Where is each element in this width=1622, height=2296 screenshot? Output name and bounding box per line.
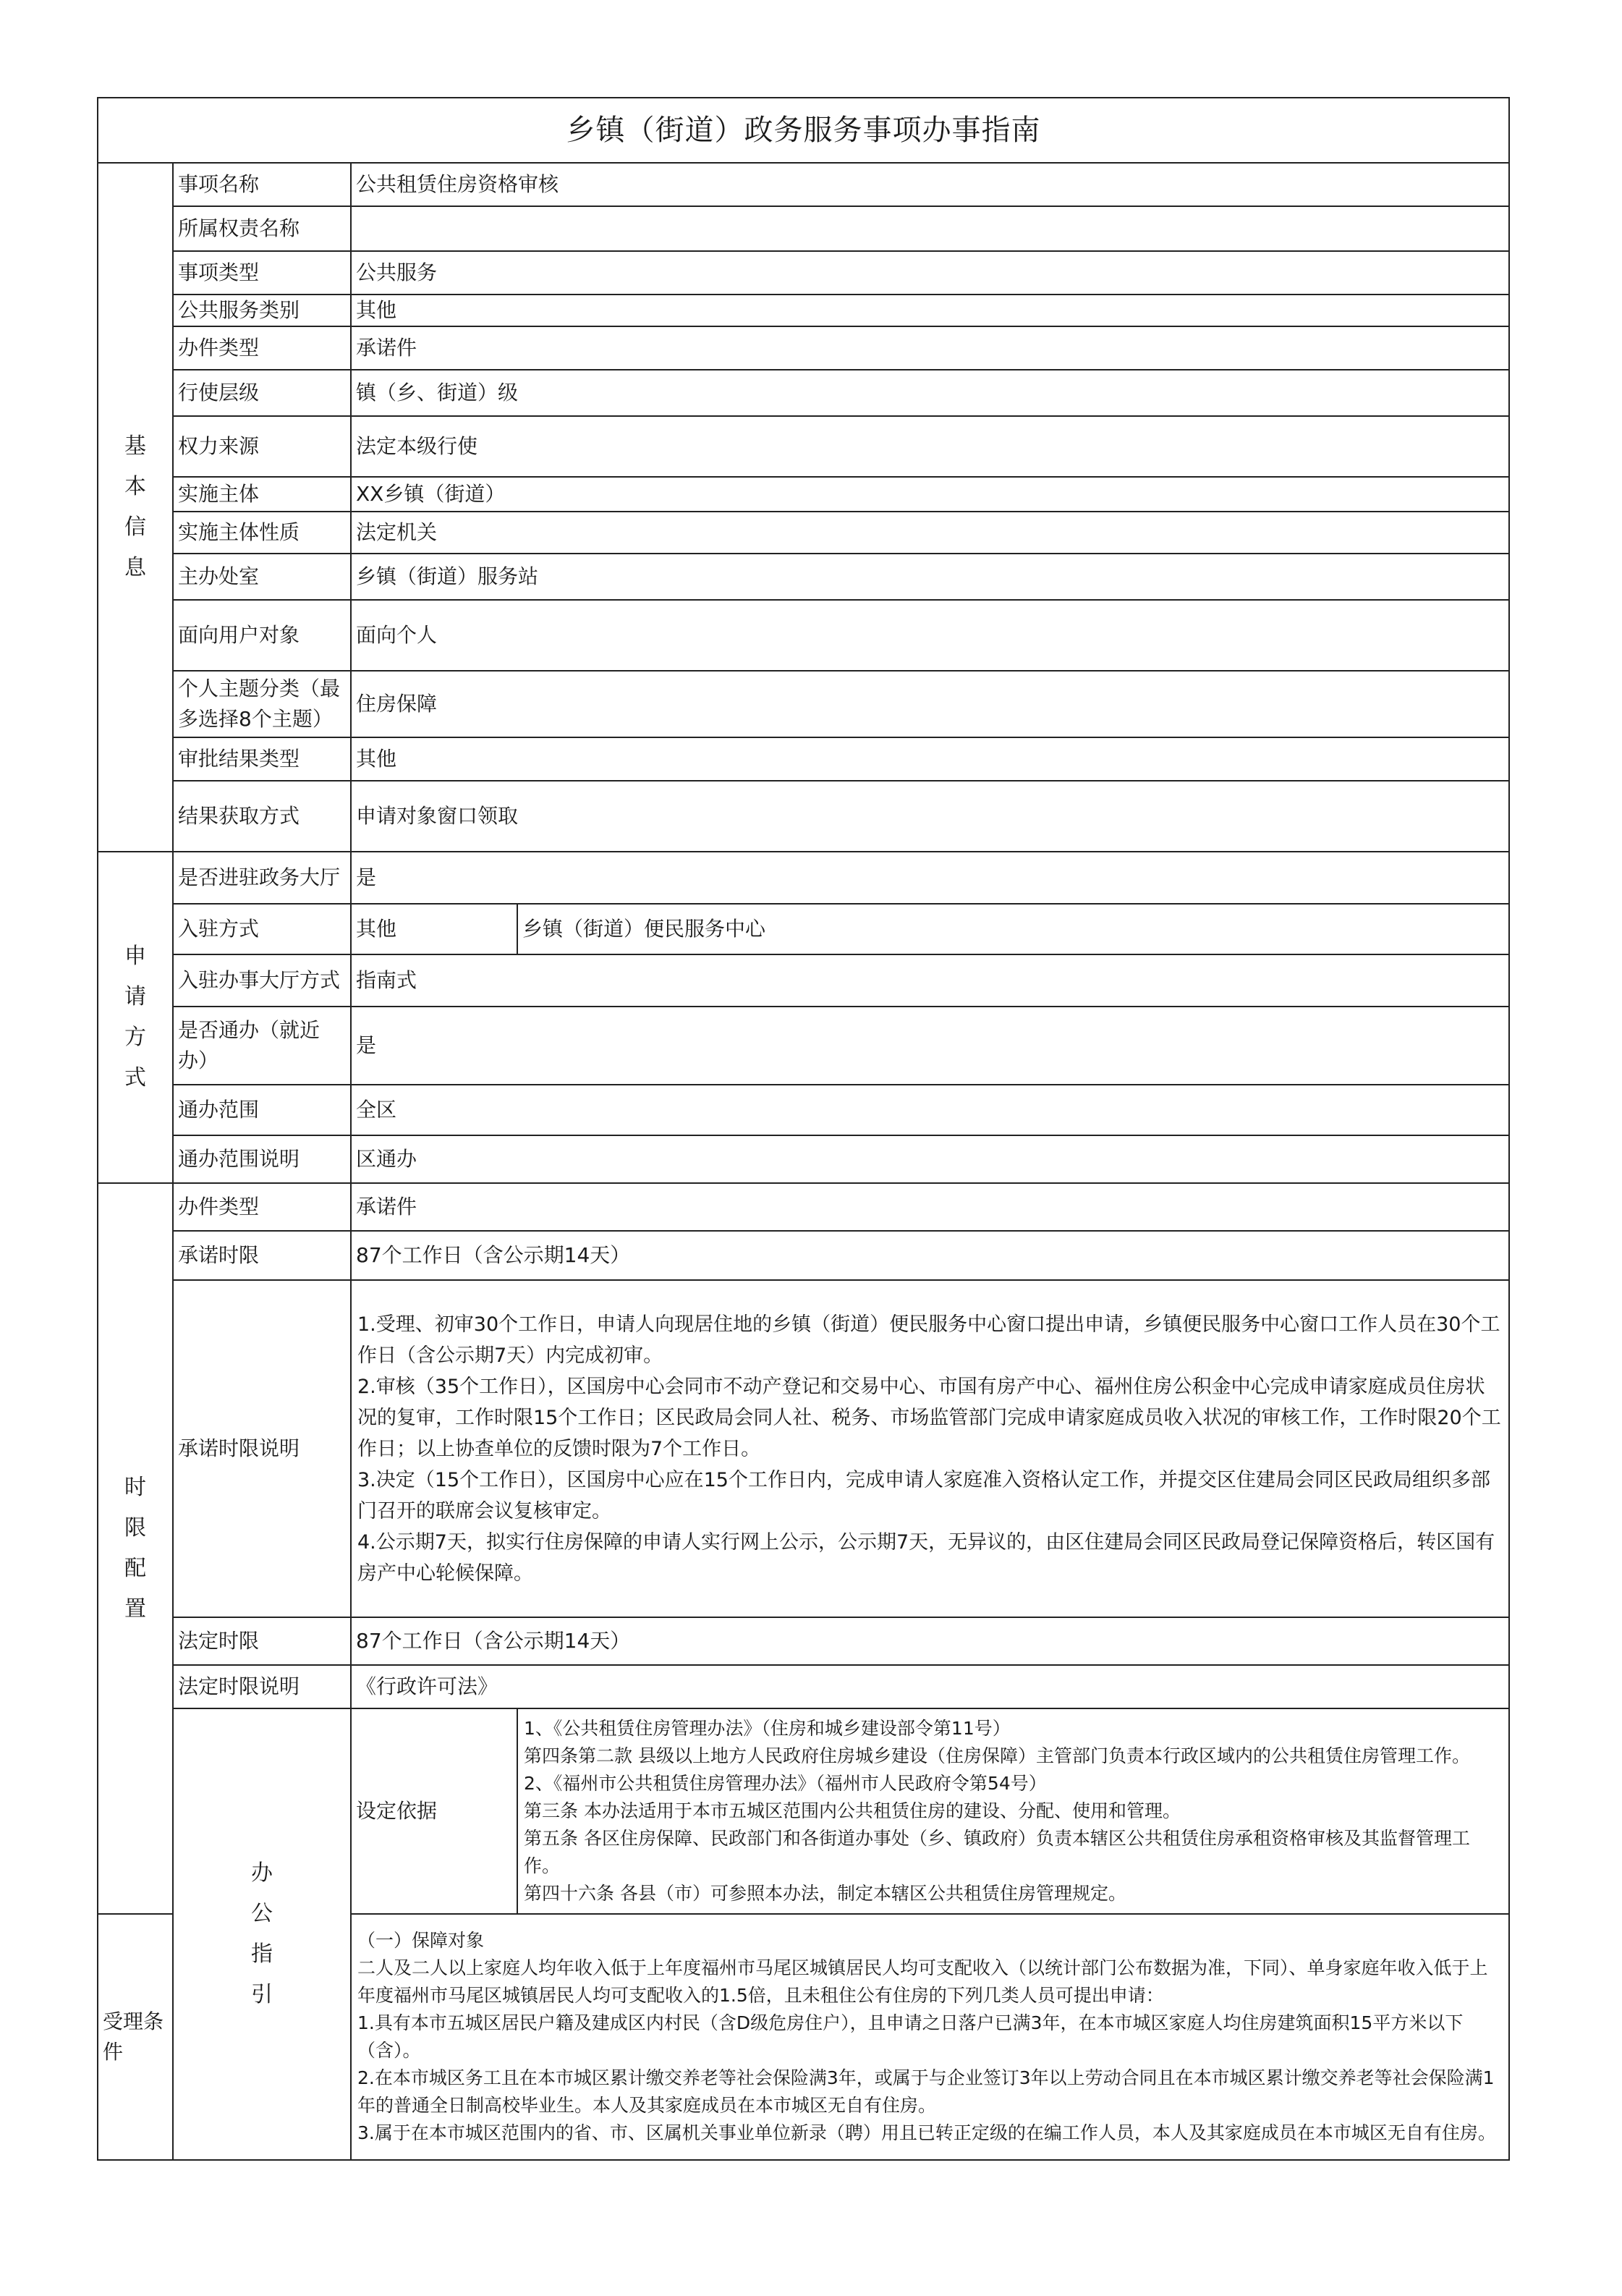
condition-line: 二人及二人以上家庭人均年收入低于上年度福州市马尾区城镇居民人均可支配收入（以统计部门公布数据为准，下同）、单身家庭年收入低于上年度福州市马尾区城镇居民人均可支配收入的1.5倍，且未租住公有住房的下列几类人员可提出申请： (357, 1957, 1488, 2006)
promise-desc-line: 2.审核（35个工作日），区国房中心会同市不动产登记和交易中心、市国有房产中心、福州住房公积金中心完成申请家庭成员住房状况的复审，工作时限15个工作日；区民政局会同人社、税务、市场监管部门完成申请家庭成员收入状况的审核工作，工作时限20个工作日；以上协查单位的反馈时限为7个工作日。 (357, 1375, 1501, 1460)
guide-table (97, 97, 1510, 2161)
label-item-type: 事项类型 (173, 251, 351, 295)
basis-line: 2、《福州市公共租赁住房管理办法》（福州市人民政府令第54号） (524, 1773, 1047, 1794)
promise-desc-line: 3.决定（15个工作日），区国房中心应在15个工作日内，完成申请人家庭准入资格认定工作，并提交区住建局会同区民政局组织多部门召开的联席会议复核审定。 (357, 1468, 1490, 1522)
label-promise-desc: 承诺时限说明 (173, 1280, 351, 1617)
value-promise-limit: 87个工作日（含公示期14天） (351, 1231, 1509, 1280)
value-power-source: 法定本级行使 (351, 416, 1509, 477)
value-legal-limit: 87个工作日（含公示期14天） (351, 1617, 1509, 1665)
label-item-name: 事项名称 (173, 163, 351, 206)
value-hall-mode: 指南式 (351, 954, 1509, 1007)
label-case-type: 办件类型 (173, 326, 351, 370)
section-basic-info: 基本信息 (98, 163, 173, 852)
basis-line: 第三条 本办法适用于本市五城区范围内公共租赁住房的建设、分配、使用和管理。 (524, 1800, 1181, 1821)
value-host-office: 乡镇（街道）服务站 (351, 554, 1509, 600)
promise-desc-line: 4.公示期7天，拟实行住房保障的申请人实行网上公示，公示期7天，无异议的，由区住建局会同区民政局登记保障资格后，转区国有房产中心轮候保障。 (357, 1530, 1495, 1585)
section-apply-method: 申请方式 (98, 852, 173, 1183)
value-target-users: 面向个人 (351, 600, 1509, 671)
label-hall-mode: 入驻办事大厅方式 (173, 954, 351, 1007)
label-target-users: 面向用户对象 (173, 600, 351, 671)
section-office-guide: 办公指引 (173, 1708, 351, 2160)
value-exercise-level: 镇（乡、街道）级 (351, 370, 1509, 416)
basis-line: 第五条 各区住房保障、民政部门和各街道办事处（乡、镇政府）负责本辖区公共租赁住房承租资格审核及其监督管理工作。 (524, 1828, 1470, 1876)
label-authority-name: 所属权责名称 (173, 206, 351, 251)
value-item-name: 公共租赁住房资格审核 (351, 163, 1509, 206)
label-legal-desc: 法定时限说明 (173, 1665, 351, 1708)
value-implementing-body: XX乡镇（街道） (351, 477, 1509, 512)
label-acceptance-conditions: 受理条件 (98, 1914, 173, 2160)
label-legal-limit: 法定时限 (173, 1617, 351, 1665)
document-title: 乡镇（街道）政务服务事项办事指南 (98, 98, 1509, 163)
value-result-method: 申请对象窗口领取 (351, 781, 1509, 852)
condition-line: 3.属于在本市城区范围内的省、市、区属机关事业单位新录（聘）用且已转正定级的在编工作人员，本人及其家庭成员在本市城区无自有住房。 (357, 2122, 1496, 2143)
value-time-case-type: 承诺件 (351, 1183, 1509, 1231)
condition-line: （一）保障对象 (357, 1930, 485, 1951)
condition-line: 2.在本市城区务工且在本市城区累计缴交养老等社会保险满3年，或属于与企业签订3年以上劳动合同且在本市城区累计缴交养老等社会保险满1年的普通全日制高校毕业生。本人及其家庭成员在本市城区无自有住房。 (357, 2067, 1495, 2116)
label-power-source: 权力来源 (173, 416, 351, 477)
value-tongban: 是 (351, 1007, 1509, 1085)
value-authority-name (351, 206, 1509, 251)
value-entry-mode: 其他 (351, 904, 517, 954)
label-in-hall: 是否进驻政务大厅 (173, 852, 351, 904)
label-host-office: 主办处室 (173, 554, 351, 600)
basis-line: 1、《公共租赁住房管理办法》（住房和城乡建设部令第11号） (524, 1718, 1011, 1739)
value-personal-topic: 住房保障 (351, 671, 1509, 737)
basis-line: 第四条第二款 县级以上地方人民政府住房城乡建设（住房保障）主管部门负责本行政区域内的公共租赁住房管理工作。 (524, 1745, 1470, 1766)
promise-desc-line: 1.受理、初审30个工作日，申请人向现居住地的乡镇（街道）便民服务中心窗口提出申请，乡镇便民服务中心窗口工作人员在30个工作日（含公示期7天）内完成初审。 (357, 1313, 1500, 1367)
label-legal-basis: 设定依据 (351, 1708, 517, 1914)
label-tongban: 是否通办（就近办） (173, 1007, 351, 1085)
label-time-case-type: 办件类型 (173, 1183, 351, 1231)
label-scope-desc: 通办范围说明 (173, 1135, 351, 1183)
promise-desc-block (351, 1280, 1509, 1617)
label-entry-mode: 入驻方式 (173, 904, 351, 954)
legal-basis-block (517, 1708, 1509, 1914)
basis-line: 第四十六条 各县（市）可参照本办法，制定本辖区公共租赁住房管理规定。 (524, 1883, 1126, 1904)
label-scope: 通办范围 (173, 1085, 351, 1135)
label-result-type: 审批结果类型 (173, 737, 351, 781)
value-scope-desc: 区通办 (351, 1135, 1509, 1183)
value-item-type: 公共服务 (351, 251, 1509, 295)
label-result-method: 结果获取方式 (173, 781, 351, 852)
value-result-type: 其他 (351, 737, 1509, 781)
acceptance-conditions-block (351, 1914, 1509, 2160)
value-scope: 全区 (351, 1085, 1509, 1135)
label-implementing-body: 实施主体 (173, 477, 351, 512)
label-body-nature: 实施主体性质 (173, 512, 351, 554)
value-legal-desc: 《行政许可法》 (351, 1665, 1509, 1708)
label-promise-limit: 承诺时限 (173, 1231, 351, 1280)
value-case-type: 承诺件 (351, 326, 1509, 370)
condition-line: 1.具有本市五城区居民户籍及建成区内村民（含D级危房住户），且申请之日落户已满3年，在本市城区家庭人均住房建筑面积15平方米以下（含）。 (357, 2012, 1464, 2061)
section-time-limit: 时限配置 (98, 1183, 173, 1914)
value-service-category: 其他 (351, 295, 1509, 326)
label-exercise-level: 行使层级 (173, 370, 351, 416)
value-in-hall: 是 (351, 852, 1509, 904)
label-personal-topic: 个人主题分类（最多选择8个主题） (173, 671, 351, 737)
value-body-nature: 法定机关 (351, 512, 1509, 554)
label-service-category: 公共服务类别 (173, 295, 351, 326)
value-entry-place: 乡镇（街道）便民服务中心 (517, 904, 1509, 954)
